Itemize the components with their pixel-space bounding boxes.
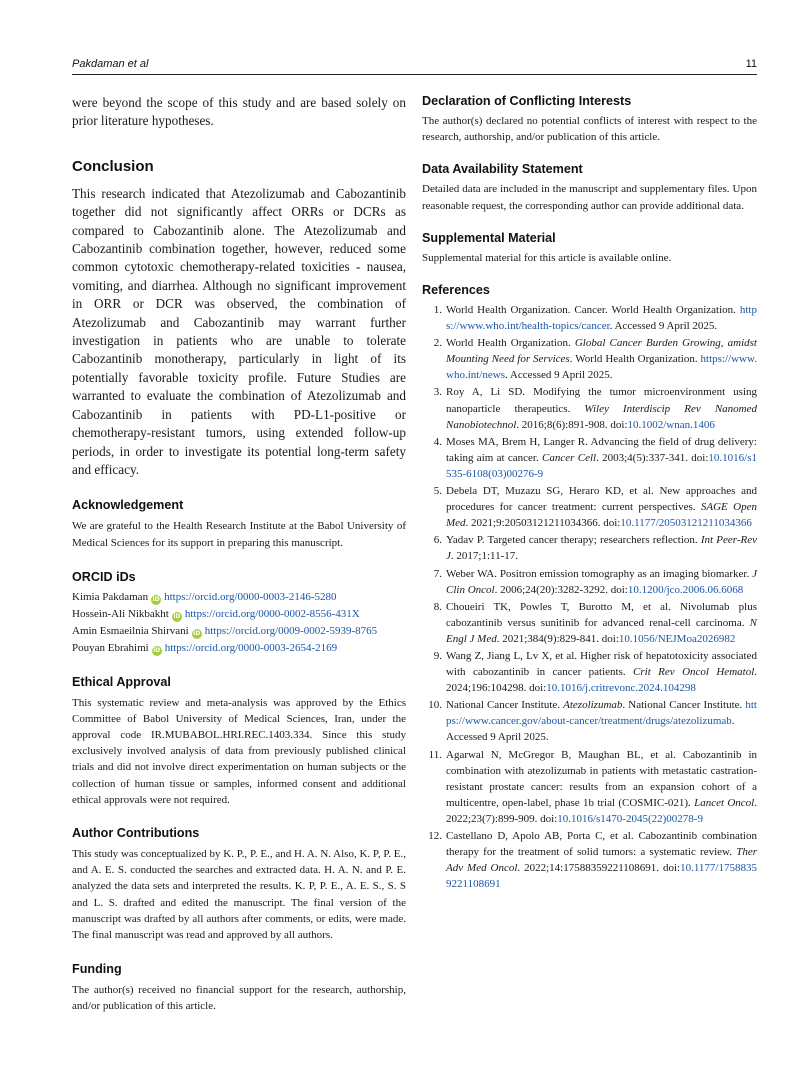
journal-title: N Engl J Med (446, 616, 757, 645)
reference-item (422, 335, 757, 383)
reference-link[interactable]: https://www.who.int/health-topics/cancer (446, 304, 757, 333)
reference-item (422, 384, 757, 432)
reference-text: Wang Z, Jiang L, Lv X, et al. Higher risk of hepatotoxicity associated with cabozantinib in cancer patients. (446, 649, 757, 679)
reference-link[interactable]: https://www.cancer.gov/about-cancer/treatment/drugs/atezolizumab (446, 699, 757, 728)
orcid-heading: ORCID iDs (72, 569, 136, 584)
reference-number: 2 . (424, 335, 442, 351)
journal-title: J Clin Oncol (446, 567, 757, 596)
reference-link[interactable]: 10.1016/j.critrevonc.2024.104298 (546, 682, 696, 695)
reference-text: Choueiri TK, Powles T, Burotto M, et al. Nivolumab plus cabozantinib versus sunitinib for advanced renal-cell carcinoma. (446, 600, 757, 629)
reference-link[interactable]: 10.1016/s1470-2045(22)00278-9 (557, 812, 703, 825)
reference-text: Roy A, Li SD. Modifying the tumor microenvironment using nanoparticle therapeutics. (446, 386, 757, 415)
reference-number: 10 . (424, 697, 442, 713)
page-number: 11 (745, 58, 757, 70)
author-contributions-heading: Author Contributions (72, 825, 200, 840)
reference-link[interactable]: https://www.who.int/news (446, 353, 757, 382)
reference-link[interactable]: 10.1177/20503121211034366 (620, 517, 752, 530)
orcid-entry (72, 589, 406, 606)
reference-item (422, 599, 757, 647)
running-head (72, 58, 757, 70)
author-name: Hossein-Ali Nikbakht (72, 607, 169, 620)
reference-number: 1 . (424, 302, 442, 318)
orcid-link[interactable]: https://orcid.org/0000-0003-2146-5280 (164, 590, 337, 603)
reference-number: 12 . (424, 828, 442, 844)
journal-title: SAGE Open Med (446, 501, 757, 530)
reference-number: 5 . (424, 483, 442, 499)
reference-link[interactable]: 10.1016/s1535-6108(03)00276-9 (446, 451, 757, 480)
orcid-entry (72, 606, 406, 623)
funding-text: The author(s) received no financial support for the research, authorship, and/or publication of this article. (72, 984, 406, 1013)
reference-text: Yadav P. Targeted cancer therapy; researchers reflection. (446, 534, 701, 547)
reference-text: Weber WA. Positron emission tomography as an imaging biomarker. (446, 567, 753, 580)
reference-details: . 2006;24(20):3282-3292. doi: (494, 583, 628, 596)
left-column (72, 94, 406, 1015)
reference-item (422, 434, 757, 482)
reference-details: . National Cancer Institute. (622, 699, 746, 712)
conclusion-text: This research indicated that Atezolizumab and Cabozantinib together did not significantly affect ORRs or DCRs as compared to Cabozantinib alone. The Atezolizumab and Cabozantinib combination together, however, reduced some common cytotoxic chemotherapy-related toxicities - nausea, vomiting, and diarrhea. Although no significant improvement in ORR or DCR was observed, the combination of Atezolizumab and Cabozantinib may warrant further investigation in patients who are unable to tolerate Cabozantinib monotherapy, particularly in light of its potentially favorable toxicity profile. Future Studies are warranted to evaluate the combination of Atezolizumab and Cabozantinib in patients with PD-L1-positive or chemotherapy-resistant tumors, using extended follow-up periods, in order to investigate its potential long-term safety and efficacy. (72, 185, 406, 477)
reference-item (422, 483, 757, 531)
reference-link[interactable]: 10.1200/jco.2006.06.6068 (627, 583, 744, 596)
reference-link[interactable]: 10.1177/17588359221108691 (446, 862, 757, 891)
reference-text: Moses MA, Brem H, Langer R. Advancing the field of drug delivery: taking aim at cancer. (446, 435, 757, 464)
data-availability-text: Detailed data are included in the manuscript and supplementary files. Upon reasonable request, the corresponding author can provide additional data. (422, 183, 757, 212)
reference-link[interactable]: 10.1056/NEJMoa2026982 (618, 632, 736, 645)
journal-title: Int Peer-Rev J (446, 534, 757, 563)
journal-title: Crit Rev Oncol Hematol (633, 666, 755, 679)
reference-item (422, 648, 757, 696)
author-name: Amin Esmaeilnia Shirvani (72, 625, 189, 638)
orcid-icon: iD (193, 630, 201, 638)
reference-details: . 2003;4(5):337-341. doi: (596, 451, 709, 464)
reference-details: . 2021;384(9):829-841. doi: (496, 632, 619, 645)
acknowledgement-heading: Acknowledgement (72, 498, 184, 513)
author-name: Pouyan Ebrahimi (72, 642, 149, 655)
reference-number: 9 . (424, 648, 442, 664)
conflicts-text: The author(s) declared no potential conflicts of interest with respect to the research, authorship, and/or publication of this article. (422, 115, 757, 144)
conflicts-heading: Declaration of Conflicting Interests (422, 94, 632, 108)
reference-number: 6 . (424, 532, 442, 548)
continued-paragraph: were beyond the scope of this study and are based solely on prior literature hypotheses. (72, 95, 406, 129)
author-name: Kimia Pakdaman (72, 590, 149, 603)
reference-item (422, 697, 757, 745)
journal-title: Ther Adv Med Oncol (446, 846, 757, 875)
reference-text: Debela DT, Muzazu SG, Heraro KD, et al. New approaches and procedures for cancer treatment: current perspectives. (446, 485, 757, 514)
reference-details: . 2022;23(7):899-909. doi: (446, 796, 757, 825)
funding-heading: Funding (72, 962, 122, 977)
reference-text: World Health Organization. Cancer. World Health Organization. (446, 304, 740, 317)
orcid-link[interactable]: https://orcid.org/0000-0002-8556-431X (184, 607, 360, 620)
references-heading: References (422, 283, 490, 298)
ethical-approval-text: This systematic review and meta-analysis was approved by the Ethics Committee of Babol University of Medical Sciences, Iran, under the approval code IR.MUBABOL.HRI.REC.1403.334. Since this study exclusively involved analysis of data from previously published clinical trials and did not involve direct experimentation on human subjects or the collection of human tissue or samples, informed consent and additional ethical approvals were not required. (72, 696, 406, 806)
data-availability-heading: Data Availability Statement (422, 162, 583, 177)
reference-details: . 2017;1:11-17. (450, 550, 519, 563)
orcid-link[interactable]: https://orcid.org/0000-0003-2654-2169 (164, 642, 338, 655)
reference-details: . 2021;9:20503121211034366. doi: (465, 517, 621, 530)
reference-number: 8 . (424, 599, 442, 615)
orcid-entry (72, 623, 406, 640)
reference-item (422, 302, 757, 334)
reference-details: . 2022;14:17588359221108691. doi: (517, 862, 681, 875)
reference-item (422, 828, 757, 892)
running-title: Pakdaman et al (72, 58, 149, 70)
right-column (422, 94, 757, 893)
reference-text: National Cancer Institute. (446, 699, 564, 712)
header-rule (72, 74, 757, 75)
orcid-entry (72, 640, 406, 657)
supplemental-text: Supplemental material for this article is available online. (422, 251, 672, 264)
journal-title: Lancet Oncol (694, 796, 755, 809)
orcid-link[interactable]: https://orcid.org/0009-0002-5939-8765 (204, 625, 378, 638)
reference-number: 3 . (424, 384, 442, 400)
supplemental-heading: Supplemental Material (422, 230, 556, 245)
journal-title: Global Cancer Burden Growing, amidst Mounting Need for Services (446, 337, 757, 366)
reference-details: . 2016;8(6):891-908. doi: (516, 418, 628, 431)
reference-text: World Health Organization. (446, 337, 575, 350)
acknowledgement-text: We are grateful to the Health Research Institute at the Babol University of Medical Sciences for its support in preparing this manuscript. (72, 520, 406, 549)
reference-list (422, 302, 757, 892)
reference-number: 7 . (424, 566, 442, 582)
journal-title: Cancer Cell (542, 451, 597, 464)
reference-text: Castellano D, Apolo AB, Porta C, et al. Cabozantinib combination therapy for the treatment of solid tumors: a systematic review. (446, 830, 757, 859)
reference-number: 4 . (424, 434, 442, 450)
reference-number: 11 . (424, 747, 442, 763)
reference-suffix: . Accessed 9 April 2025. (609, 320, 718, 333)
reference-suffix: . Accessed 9 April 2025. (446, 715, 735, 744)
reference-suffix: . Accessed 9 April 2025. (504, 369, 613, 382)
orcid-icon: iD (173, 612, 181, 620)
journal-title: Atezolizumab (563, 699, 623, 712)
reference-details: . World Health Organization. (569, 353, 701, 366)
author-contributions-text: This study was conceptualized by K. P., P. E., and H. A. N. Also, K. P, P. E., and A. E. S. conducted the searches and extracted data. H. A. N. and P. E. analyzed the data sets and interpreted the results. K. P, P. E., A. E. S., S. S and L. S. drafted and edited the manuscript. The final version of the manuscript was drafted by all authors after comments, or edits, were made. The final manuscript was read and approved by all authors. (72, 847, 406, 941)
reference-item (422, 566, 757, 598)
ethical-approval-heading: Ethical Approval (72, 674, 171, 689)
reference-text: Agarwal N, McGregor B, Maughan BL, et al. Cabozantinib in combination with atezolizumab in patients with metastatic castration-resistant prostate cancer: results from an expansion cohort of a multicentre, open-label, phase 1b trial (COSMIC-021). (446, 748, 757, 809)
reference-item (422, 532, 757, 564)
orcid-list (72, 589, 406, 658)
orcid-icon: iD (153, 647, 161, 655)
journal-title: Wiley Interdiscip Rev Nanomed Nanobiotechnol (446, 402, 757, 431)
conclusion-heading: Conclusion (72, 157, 154, 175)
orcid-icon: iD (152, 595, 160, 603)
reference-details: . 2024;196:104298. doi: (446, 666, 757, 695)
reference-link[interactable]: 10.1002/wnan.1406 (627, 418, 715, 431)
reference-item (422, 747, 757, 827)
